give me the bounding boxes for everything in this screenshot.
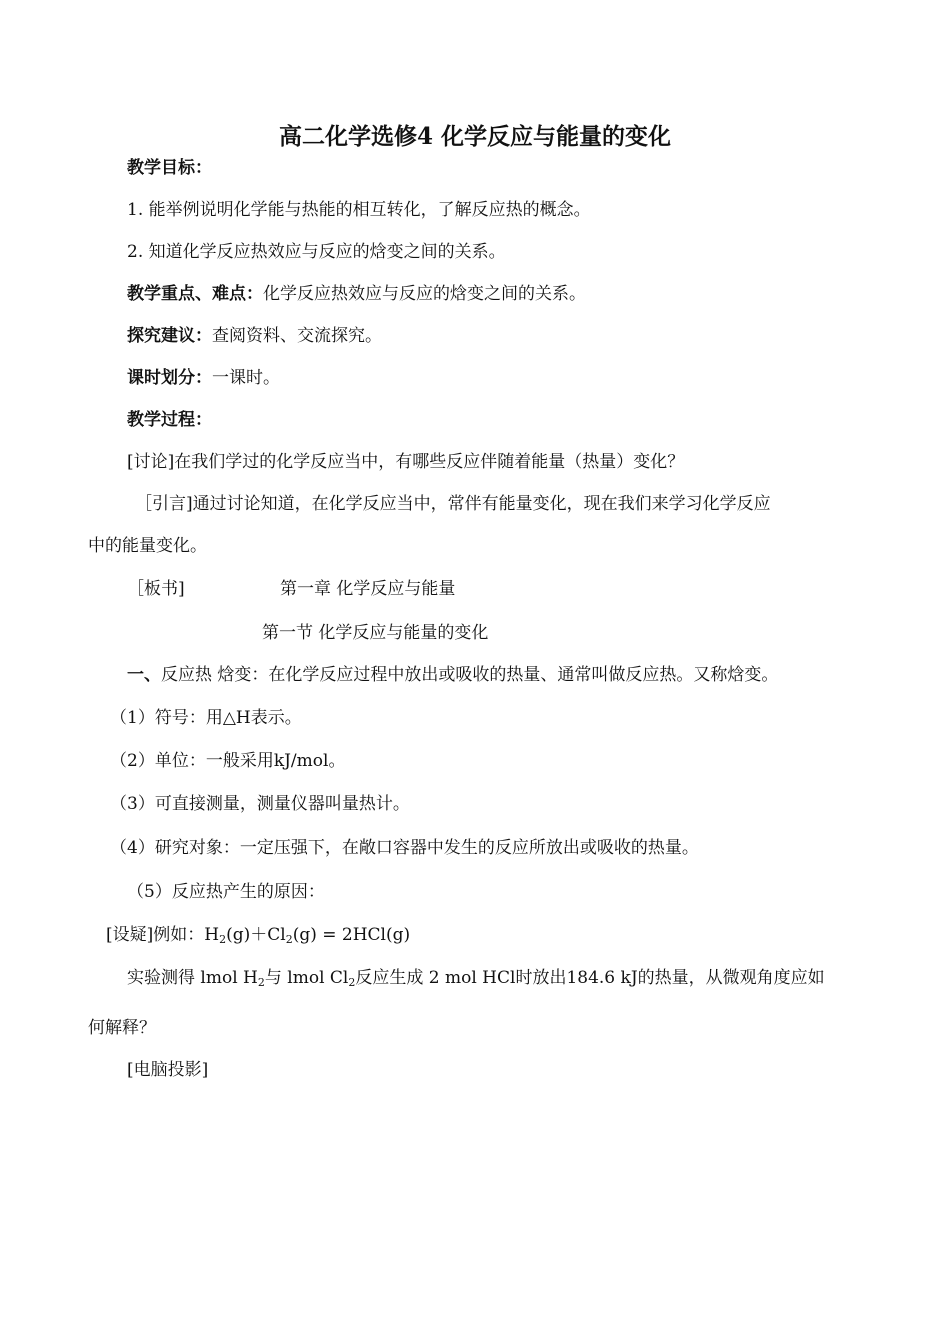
symbol-item: （1）符号：用△H表示。 <box>110 708 302 728</box>
cause-item: （5）反应热产生的原因： <box>127 882 325 902</box>
hours-line <box>127 366 280 390</box>
experiment-part-1: 实验测得 lmol H <box>127 968 258 988</box>
question-suffix: (g) = 2HCl(g) <box>292 925 411 945</box>
page-title: 高二化学选修4 化学反应与能量的变化 <box>278 123 671 150</box>
projection-label: [电脑投影] <box>127 1060 209 1080</box>
objective-item-1: 1. 能举例说明化学能与热能的相互转化，了解反应热的概念。 <box>127 200 591 220</box>
reaction-heat-line <box>127 663 778 687</box>
experiment-part-2: 与 lmol Cl <box>264 968 349 988</box>
reaction-heat-label: 一、 <box>127 665 161 685</box>
question-prefix: [设疑]例如：H <box>106 925 220 945</box>
board-label: ［板书] <box>127 579 185 599</box>
question-sub-2: 2 <box>285 933 293 946</box>
suggestion-line <box>127 324 382 348</box>
chapter-heading: 第一章 化学反应与能量 <box>280 579 456 599</box>
question-line <box>106 923 410 947</box>
key-points-line <box>127 282 586 306</box>
intro-text-line1: ［引言]通过讨论知道，在化学反应当中，常伴有能量变化，现在我们来学习化学反应 <box>135 494 771 514</box>
experiment-part-3: 反应生成 2 mol HCl时放出184.6 kJ的热量，从微观角度应如 <box>355 968 825 988</box>
objectives-label: 教学目标： <box>127 158 212 178</box>
objective-item-2: 2. 知道化学反应热效应与反应的焓变之间的关系。 <box>127 242 506 262</box>
question-mid: (g)＋Cl <box>226 925 286 945</box>
intro-text-line2: 中的能量变化。 <box>88 536 207 556</box>
experiment-line2: 何解释？ <box>88 1018 156 1038</box>
suggestion-label: 探究建议： <box>127 326 212 346</box>
experiment-line1 <box>127 966 825 990</box>
suggestion-text: 查阅资料、交流探究。 <box>212 326 382 346</box>
measurement-item: （3）可直接测量，测量仪器叫量热计。 <box>110 794 410 814</box>
experiment-sub-2: 2 <box>348 976 356 989</box>
discussion-text: [讨论]在我们学过的化学反应当中，有哪些反应伴随着能量（热量）变化？ <box>127 452 685 472</box>
key-points-label: 教学重点、难点： <box>127 284 263 304</box>
experiment-sub-1: 2 <box>257 976 265 989</box>
reaction-heat-text: 反应热 焓变：在化学反应过程中放出或吸收的热量、通常叫做反应热。又称焓变。 <box>161 665 779 685</box>
hours-label: 课时划分： <box>127 368 212 388</box>
question-sub-1: 2 <box>219 933 227 946</box>
section-heading: 第一节 化学反应与能量的变化 <box>262 623 489 643</box>
process-label: 教学过程： <box>127 410 212 430</box>
unit-item: （2）单位：一般采用kJ/mol。 <box>110 751 346 771</box>
research-object-item: （4）研究对象：一定压强下，在敞口容器中发生的反应所放出或吸收的热量。 <box>110 838 699 858</box>
key-points-text: 化学反应热效应与反应的焓变之间的关系。 <box>263 284 586 304</box>
hours-text: 一课时。 <box>212 368 280 388</box>
